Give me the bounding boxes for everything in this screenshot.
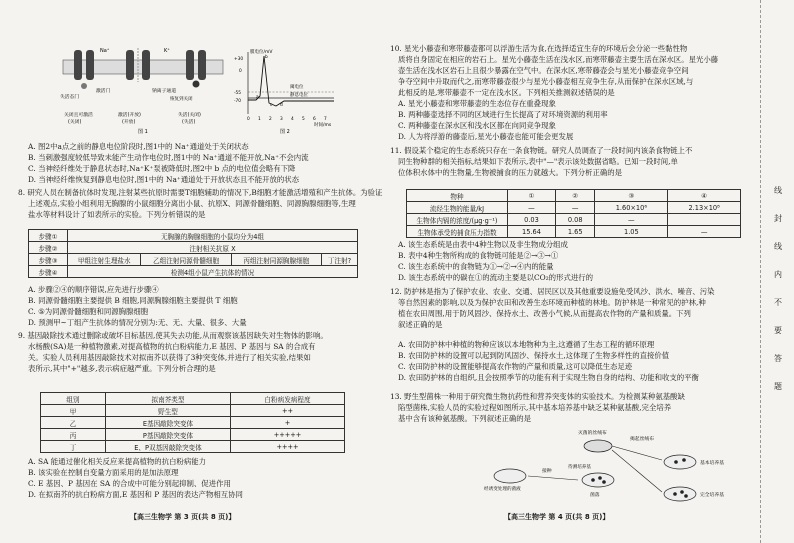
q9-stem-3: 关。实验人员利用基因敲除技术对拟南芥以获得了3种突变体,并进行了相关实验,结果如: [28, 353, 311, 362]
q13-label-colony: 菌落: [590, 493, 600, 498]
q11-stem-2: 同生物种群的相关指标,结果如下表所示,表中"—"表示该处数据省略。已知一段时间,单: [398, 157, 678, 166]
fig2-xtick: 5: [302, 117, 305, 122]
q10-option-d: D. 人为将浮游的藤壶后,星光小藤壶也能可能会更发展: [398, 132, 574, 141]
fig2-caption: 图 2: [280, 129, 290, 134]
figure-1-svg: [60, 42, 225, 134]
q11-option-b: B. 表中4种生物所构成的食物链可能是②→③→①: [398, 251, 559, 260]
fig1-state-inactivated: 失活(关闭): [178, 113, 201, 118]
q9-stem-1: 9. 基因敲除技术通过删除或破坏目标基因,使其失去功能,从而观察该基因缺失对生物体的影响。: [18, 331, 328, 340]
q8-stem-3: 盐水等材料设计了如表所示的实验。下列分析错误的是: [28, 210, 206, 219]
q13-diagram-svg: [480, 428, 730, 508]
q9-option-b: B. 该实验在控制自变量方面采用的是加法原理: [28, 468, 179, 477]
table-row: [29, 254, 358, 266]
table-cell: 丁注射?: [321, 254, 357, 266]
table-cell: 生物体承受的捕食压力指数: [407, 226, 508, 238]
fig1-state-open-sub: (开放): [122, 120, 136, 125]
q10-option-b: B. 两种藤壶选择不同的区域进行生长提高了对环境资源的利用率: [398, 110, 608, 119]
q10-option-a: A. 星光小藤壶和寒带藤壶的生态位存在重叠现象: [398, 99, 556, 108]
figure-1-channel-states: [60, 42, 225, 134]
mutagenized-culture-dish: [494, 469, 526, 483]
q13-replica-plating-diagram: [480, 428, 730, 508]
binding-margin: [760, 0, 794, 543]
master-plate: [582, 473, 614, 487]
fig2-point-d: d: [280, 103, 283, 108]
fig2-xtick: 0: [247, 117, 250, 122]
q10-stem-2: 质将自身固定在相应的岩石上。星光小藤壶生活在浅水区,而寒带藤壶主要生活在深水区。星光小藤: [398, 55, 719, 64]
fig2-note-resting: 静息电位: [290, 93, 308, 98]
table-cell: E、P双基因敲除突变体: [106, 441, 231, 453]
table-cell: 2.13×10⁸: [668, 202, 741, 214]
q10-stem-4: 争夺空间中升取而代之,而寒带藤壶很少与星光小藤壶相互竞争生存,从而保护在深水区域,与: [398, 77, 694, 86]
table-row: [41, 429, 345, 441]
table-cell: ++: [231, 405, 345, 417]
q13-label-inoculate: 接种: [542, 469, 552, 474]
table-header-cell: ②: [555, 190, 595, 202]
q12-option-c: C. 农田防护林的设置能够提高农作物的产量和质量,这可以降低生态足迹: [398, 362, 633, 371]
table-cell: 无胸腺的胸腺细胞的小鼠均分为4组: [68, 230, 358, 242]
table-cell: 野生型: [106, 405, 231, 417]
q13-stem-1: 13. 野生型菌株一种用于研究微生物抗药性和营养突变体的实验技术。为检测某种氨基酸缺: [390, 392, 685, 401]
table-row: [41, 417, 345, 429]
minimal-medium-plate: [664, 455, 696, 469]
q9-option-a: A. SA 能通过催化相关反应来提高植物的抗白粉病能力: [28, 457, 206, 466]
table-row: [29, 266, 358, 278]
table-cell: E基因敲除突变体: [106, 417, 231, 429]
fig2-ytick-30: +30: [234, 57, 244, 62]
q12-option-b: B. 农田防护林的设置可以起到防风固沙、保持水土,这体现了生物多样性的直接价值: [398, 351, 670, 360]
binding-char: 答: [774, 354, 782, 363]
fig2-xtick: 4: [291, 117, 294, 122]
q11-table: [406, 189, 741, 238]
table-cell: P基因敲除突变体: [106, 429, 231, 441]
fig2-ytick-55: -55: [234, 91, 242, 96]
table-row: [29, 242, 358, 254]
fig2-xtick: 1: [258, 117, 261, 122]
q13-label-mutagenized: 经诱变处理的菌液: [484, 487, 521, 492]
q8-option-d: D. 预测甲~丁组产生抗体的情况分别为:无、无、大量、很多、大量: [28, 318, 247, 327]
fig2-point-b: b: [265, 55, 268, 60]
table-row: [29, 230, 358, 242]
q12-option-d: D. 农田防护林的自组织,且会按照季节的功能有利于实现生物自身的结构、功能和收支的平衡: [398, 373, 699, 382]
table-cell: 1.60×10⁶: [595, 202, 668, 214]
page-footer-left: 【高三生物学 第 3 页(共 8 页)】: [130, 513, 236, 521]
table-cell: 流经生物的能量/kJ: [407, 202, 508, 214]
q12-stem-1: 12. 防护林是指为了保护农业、农业、交通、居民区以及其他重要设施免受风沙、洪水、噪音、污染: [390, 287, 715, 296]
q11-option-a: A. 该生态系统是由表中4种生物以及非生物成分组成: [398, 240, 568, 249]
q7-option-a: A. 图2中a点之前的静息电位阶段时,图1中的 Na⁺通道处于关闭状态: [28, 142, 249, 151]
fig1-label-activation-gate: 激活门: [96, 89, 111, 94]
table-header-row: [41, 393, 345, 405]
q13-stem-3: 基中含有该种氨基酸。下列叙述正确的是: [398, 414, 532, 423]
fig2-ytick-0: 0: [239, 69, 242, 74]
fig2-ylabel: 膜电位/mV: [250, 50, 273, 55]
fig1-state-closed-sub: (关闭): [68, 120, 82, 125]
table-header-cell: 拟南芥类型: [106, 393, 231, 405]
table-cell: 检测4组小鼠产生抗体的情况: [68, 266, 358, 278]
fig2-point-a: a: [256, 95, 259, 100]
q7-option-d: D. 当神经纤维恢复到静息电位时,图1中的 Na⁺通道处于开放状态且不能开放的状态: [28, 175, 300, 184]
q8-option-b: B. 同源骨髓细胞主要提供 B 细胞,同源胸腺细胞主要提供 T 细胞: [28, 296, 238, 305]
fig1-label-k-1: K⁺: [164, 48, 170, 54]
table-cell: +: [231, 417, 345, 429]
table-cell: 步骤③: [29, 254, 68, 266]
q9-option-d: D. 在拟南芥的抗白粉病方面,E 基因和 P 基因的表达产物相互协同: [28, 490, 243, 499]
q7-option-c: C. 当神经纤维处于静息状态时,Na⁺K⁺泵被降低时,图2中 b 点的电位值会略有下降: [28, 164, 296, 173]
q13-label-complete-medium: 完全培养基: [700, 493, 724, 498]
q12-stem-3: 植在农田周围,用于防风固沙、保持水土、改善小气候,从而提高农作物的产量和质量。下列: [398, 309, 691, 318]
q9-table: [40, 392, 345, 453]
fig2-point-c: c: [270, 103, 273, 108]
table-cell: 步骤②: [29, 242, 68, 254]
fig1-label-inactive-gate: 失活态门: [60, 95, 80, 100]
complete-medium-plate: [664, 487, 696, 501]
fig2-xtick: 3: [280, 117, 283, 122]
q8-option-a: A. 步骤②④的顺序错误,应先进行步骤④: [28, 285, 159, 294]
fig1-state-inactivated-sub: (失活): [182, 120, 196, 125]
q13-label-velvet: 灭菌的丝绒布: [578, 431, 607, 436]
table-cell: 1.05: [595, 226, 668, 238]
table-cell: 甲: [41, 405, 106, 417]
table-cell: 丙: [41, 429, 106, 441]
fig2-xtick: 6: [313, 117, 316, 122]
table-cell: 甲组注射生理盐水: [68, 254, 141, 266]
table-header-row: [407, 190, 741, 202]
table-cell: 丁: [41, 441, 106, 453]
q11-option-c: C. 该生态系统中的食物链为①→②→④内的能量: [398, 262, 554, 271]
table-cell: [668, 214, 741, 226]
table-cell: —: [595, 214, 668, 226]
q10-option-c: C. 两种藤壶在深水区和浅水区都在向同竞争现象: [398, 121, 556, 130]
table-row: [41, 405, 345, 417]
q9-stem-4: 表所示,其中"+"越多,表示病症越严重。下列分析合理的是: [28, 364, 216, 373]
table-cell: 步骤④: [29, 266, 68, 278]
q8-table: [28, 229, 358, 278]
q11-option-d: D. 该生态系统中的碳在①的流动主要是以CO₂的形式进行的: [398, 273, 594, 282]
table-header-cell: ④: [668, 190, 741, 202]
fig2-xtick: 7: [324, 117, 327, 122]
page-right: [384, 0, 794, 543]
table-cell: —: [555, 202, 595, 214]
q8-stem-1: 8. 研究人员在制备抗体时发现,注射某些抗原时需要T细胞辅助的情况下,B细胞才能激活增殖和产生抗体。为验证: [18, 188, 383, 197]
binding-char: 线: [774, 242, 782, 251]
table-header-cell: 物种: [407, 190, 508, 202]
binding-char: 题: [774, 382, 782, 391]
velvet-pad: [584, 440, 612, 452]
action-potential-curve: [248, 56, 334, 106]
binding-char: 内: [774, 270, 782, 279]
table-header-cell: ③: [595, 190, 668, 202]
figure-2-svg: [234, 48, 339, 134]
q13-label-minimal-medium: 基本培养基: [700, 461, 724, 466]
binding-char: 封: [774, 214, 782, 223]
table-cell: 注射相关抗原 X: [68, 242, 358, 254]
binding-char: 线: [774, 186, 782, 195]
table-header-cell: ①: [508, 190, 556, 202]
table-cell: —: [508, 202, 556, 214]
table-cell: 1.65: [555, 226, 595, 238]
q13-stem-2: 陷型菌株,实验人员的实验过程如图所示,其中基本培养基中缺乏某种氨基酸,完全培养: [398, 403, 672, 412]
table-row: [407, 214, 741, 226]
q10-stem-3: 壶生活在浅水区岩石上且很少暴露在空气中。在深水区,寒带藤壶会与星光小藤壶竞争空间: [398, 66, 689, 75]
q11-stem-1: 11. 假设某个稳定的生态系统只存在一条食物链。研究人员调查了一段时间内该条食物链上不: [390, 146, 693, 155]
q11-stem-3: 位体积水体中的生物量,生物被捕食的压力就越大。下列分析正确的是: [398, 168, 623, 177]
table-cell: 0.03: [508, 214, 556, 226]
q8-stem-2: 上述观点,实验小组利用无胸腺的小鼠细胞分离出小鼠、抗原X、同源骨髓细胞、同源胸腺细胞等,生理: [28, 199, 356, 208]
table-row: [407, 226, 741, 238]
channel-open: [126, 48, 150, 82]
q12-stem-4: 叙述正确的是: [398, 320, 443, 329]
table-cell: 15.64: [508, 226, 556, 238]
fig2-note-threshold: 阈电位: [290, 85, 304, 90]
table-cell: +++++: [231, 429, 345, 441]
table-cell: 步骤①: [29, 230, 68, 242]
q9-option-c: C. E 基因、P 基因在 SA 的合成中可能分别起抑制、促进作用: [28, 479, 231, 488]
table-cell: 乙组注射同源骨髓细胞: [141, 254, 231, 266]
q7-option-b: B. 当刺激强度较低导致未能产生动作电位时,图1中的 Na⁺通道不能开放,Na⁺不会内流: [28, 153, 309, 162]
fig1-label-na-channel: 钠离子通道: [152, 89, 176, 94]
table-cell: ++++: [231, 441, 345, 453]
q8-option-c: C. ⑤为同源骨髓细胞和同源胸腺细胞: [28, 307, 149, 316]
q12-stem-2: 等自然因素的影响,以及为保护农田和改善生态环境而种植的林地。防护林是一种常见的护林,种: [398, 298, 706, 307]
table-header-cell: 白粉病发病程度: [231, 393, 345, 405]
q13-label-test-medium: 待测培养基: [568, 465, 591, 470]
table-cell: 0.08: [555, 214, 595, 226]
table-row: [407, 202, 741, 214]
fig1-state-open: 激活(开放): [118, 113, 141, 118]
figure-2-action-potential: [234, 48, 339, 134]
page-left: [0, 0, 384, 543]
page-footer-right: 【高三生物学 第 4 页(共 8 页)】: [504, 513, 610, 521]
binding-char: 要: [774, 326, 782, 335]
fig1-state-closed: 关闭且可激活: [64, 113, 93, 118]
binding-char: 不: [774, 298, 782, 307]
fig2-xlabel: 时间/ms: [314, 123, 332, 128]
table-cell: —: [668, 226, 741, 238]
fig1-label-recover: 恢复到关闭: [170, 97, 193, 102]
fig2-ytick-70: -70: [234, 99, 242, 104]
table-cell: 生物体内镉的浓度/(μg·g⁻¹): [407, 214, 508, 226]
fig2-xtick: 2: [269, 117, 272, 122]
table-row: [41, 441, 345, 453]
fig1-caption: 图 1: [138, 129, 148, 134]
table-cell: 丙组注射同源胸腺细胞: [231, 254, 321, 266]
q9-stem-2: 水杨酸(SA)是一种植物激素,对提高植物的抗白粉病能力,E 基因、P 基因与 SA 的合成有: [28, 342, 316, 351]
table-header-cell: 组别: [41, 393, 106, 405]
table-cell: 乙: [41, 417, 106, 429]
q13-label-lift-velvet: 揭起丝绒布: [630, 437, 654, 442]
q12-option-a: A. 农田防护林中种植的物种应该以本地物种为主,这遵循了生态工程的循环原理: [398, 340, 655, 349]
q10-stem-1: 10. 星光小藤壶和寒带藤壶都可以浮游生活为食,在选择适宜生存的环境后会分泌一些黏性物: [390, 44, 688, 53]
q10-stem-5: 此相反的是,寒带藤壶不一定在浅水区。下列相关推测叙述错误的是: [398, 88, 615, 97]
fig1-label-na-1: Na⁺: [100, 48, 110, 54]
